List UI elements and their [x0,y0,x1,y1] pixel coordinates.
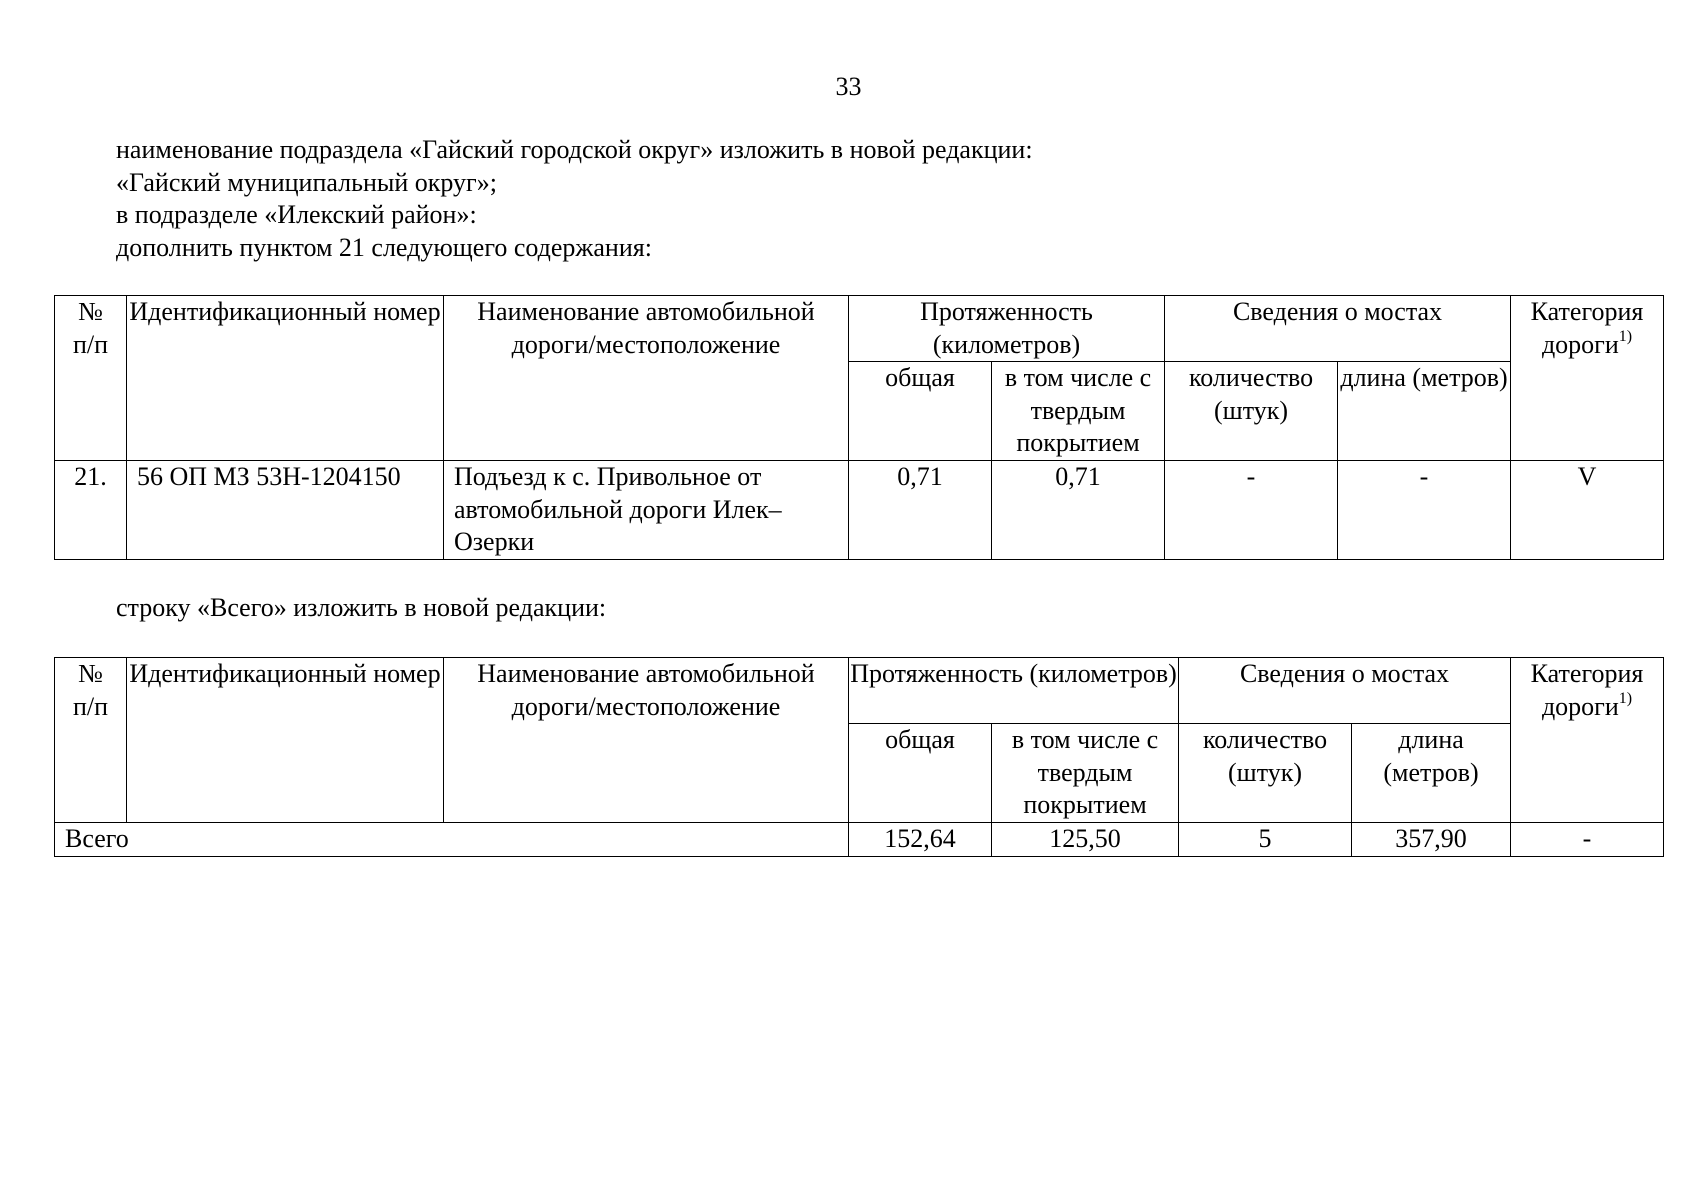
total-label: Всего [55,823,849,857]
header-length-total: общая [849,362,992,461]
table-row-total [55,823,1664,857]
category-footnote-mark: 1) [1618,327,1633,345]
intro-line-3: в подразделе «Илекский район»: [116,200,477,229]
header-num-symbol: № [78,297,103,326]
header-length-group: Протяженность (километров) [849,658,1179,724]
header-num [55,658,127,823]
total-instruction: строку «Всего» изложить в новой редакции: [116,593,607,622]
header-length-paved: в том числе с твердым покрытием [992,724,1179,823]
header-length-group: Протяженность (километров) [849,296,1165,362]
header-num-abbrev: п/п [72,329,109,359]
header-bridges-length: длина (метров) [1338,362,1511,461]
cell-length-paved: 0,71 [992,461,1165,560]
intro-line-1: наименование подраздела «Гайский городской округ» изложить в новой редакции: [116,135,1033,164]
page-number: 33 [835,72,862,101]
category-footnote-mark: 1) [1618,689,1633,707]
total-length-paved: 125,50 [992,823,1179,857]
cell-id-number: 56 ОП МЗ 53Н-1204150 [127,461,444,560]
cell-length-total: 0,71 [849,461,992,560]
header-bridges-group: Сведения о мостах [1179,658,1511,724]
roads-table-total [54,657,1664,857]
header-num [55,296,127,461]
intro-line-4: дополнить пунктом 21 следующего содержания: [116,232,652,262]
header-id-number: Идентификационный номер [127,296,444,461]
header-road-name: Наименование автомобильной дороги/местоположение [444,296,849,461]
header-category [1511,658,1664,823]
cell-road-name: Подъезд к с. Привольное от автомобильной дороги Илек–Озерки [444,461,849,560]
header-road-name: Наименование автомобильной дороги/местоположение [444,658,849,823]
header-bridges-count: количество (штук) [1179,724,1352,823]
total-bridges-length: 357,90 [1352,823,1511,857]
roads-table-item-21 [54,295,1664,560]
intro-text [116,134,1033,264]
total-length-total: 152,64 [849,823,992,857]
cell-category: V [1511,461,1664,560]
header-num-abbrev: п/п [72,691,109,721]
cell-num: 21. [55,461,127,560]
table-row [55,461,1664,560]
header-bridges-length: длина (метров) [1352,724,1511,823]
total-category: - [1511,823,1664,857]
header-length-total: общая [849,724,992,823]
cell-bridges-count: - [1165,461,1338,560]
cell-bridges-length: - [1338,461,1511,560]
header-id-number: Идентификационный номер [127,658,444,823]
header-num-symbol: № [78,659,103,688]
header-length-paved: в том числе с твердым покрытием [992,362,1165,461]
header-category-label: Категория дороги [1530,659,1644,721]
header-category-label: Категория дороги [1530,297,1644,359]
total-bridges-count: 5 [1179,823,1352,857]
header-bridges-group: Сведения о мостах [1165,296,1511,362]
header-category [1511,296,1664,461]
header-bridges-count: количество (штук) [1165,362,1338,461]
intro-line-2: «Гайский муниципальный округ»; [116,167,497,197]
